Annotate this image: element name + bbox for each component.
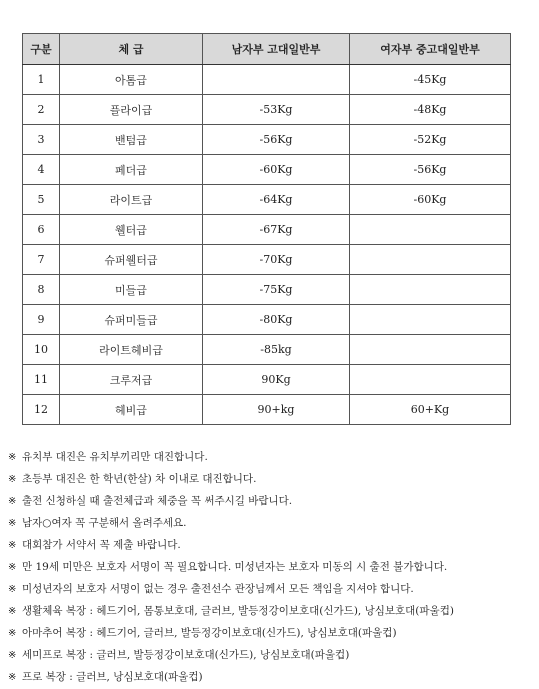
- note-item: [8, 468, 533, 490]
- header-female: 여자부 중고대일반부: [350, 34, 511, 65]
- row-class: 밴텀급: [60, 125, 203, 155]
- row-male: -60Kg: [203, 155, 350, 185]
- note-item: [8, 446, 533, 468]
- row-male: -67Kg: [203, 215, 350, 245]
- row-female: 60+Kg: [350, 395, 511, 425]
- row-number: 8: [23, 275, 60, 305]
- table-row: [23, 275, 511, 305]
- row-number: 2: [23, 95, 60, 125]
- row-male: -64Kg: [203, 185, 350, 215]
- table-row: [23, 185, 511, 215]
- header-male: 남자부 고대일반부: [203, 34, 350, 65]
- row-class: 웰터급: [60, 215, 203, 245]
- note-marker: ※: [8, 452, 17, 463]
- note-text: 초등부 대진은 한 학년(한살) 차 이내로 대진합니다.: [22, 473, 257, 485]
- row-class: 아톰급: [60, 65, 203, 95]
- note-text: 생활체육 복장 : 헤드기어, 몸통보호대, 글러브, 발등정강이보호대(신가드), 낭심보호대(파울컵): [22, 605, 454, 617]
- header-division: 구분: [23, 34, 60, 65]
- note-marker: ※: [8, 496, 17, 507]
- note-marker: ※: [8, 474, 17, 485]
- row-male: -75Kg: [203, 275, 350, 305]
- row-female: -52Kg: [350, 125, 511, 155]
- row-female: -60Kg: [350, 185, 511, 215]
- row-male: -56Kg: [203, 125, 350, 155]
- table-row: [23, 245, 511, 275]
- row-class: 헤비급: [60, 395, 203, 425]
- row-male: -53Kg: [203, 95, 350, 125]
- note-item: [8, 622, 533, 644]
- table-row: [23, 125, 511, 155]
- row-female: [350, 245, 511, 275]
- table-row: [23, 305, 511, 335]
- table-row: [23, 365, 511, 395]
- note-text: 세미프로 복장 : 글러브, 발등정강이보호대(신가드), 낭심보호대(파울컵): [22, 649, 350, 661]
- row-class: 플라이급: [60, 95, 203, 125]
- row-class: 크루저급: [60, 365, 203, 395]
- note-text: 만 19세 미만은 보호자 서명이 꼭 필요합니다. 미성년자는 보호자 미동의 시 출전 불가합니다.: [22, 561, 448, 573]
- row-male: -70Kg: [203, 245, 350, 275]
- row-class: 라이트급: [60, 185, 203, 215]
- note-text: 대회참가 서약서 꼭 제출 바랍니다.: [22, 539, 181, 551]
- note-marker: ※: [8, 650, 17, 661]
- weight-class-table: [22, 33, 511, 425]
- row-female: [350, 215, 511, 245]
- row-female: [350, 365, 511, 395]
- table-row: [23, 395, 511, 425]
- note-text: 출전 신청하실 때 출전체급과 체중을 꼭 써주시길 바랍니다.: [22, 495, 293, 507]
- note-text: 아마추어 복장 : 헤드기어, 글러브, 발등정강이보호대(신가드), 낭심보호대(파울컵): [22, 627, 397, 639]
- note-marker: ※: [8, 584, 17, 595]
- note-item: [8, 534, 533, 556]
- row-male: -80Kg: [203, 305, 350, 335]
- note-item: [8, 556, 533, 578]
- header-weight-class: 체 급: [60, 34, 203, 65]
- row-female: [350, 275, 511, 305]
- note-marker: ※: [8, 672, 17, 683]
- notes-list: [8, 446, 533, 688]
- row-class: 슈퍼웰터급: [60, 245, 203, 275]
- note-text: 유치부 대진은 유치부끼리만 대진합니다.: [22, 451, 208, 463]
- note-item: [8, 512, 533, 534]
- note-marker: ※: [8, 628, 17, 639]
- row-male: [203, 65, 350, 95]
- row-class: 라이트헤비급: [60, 335, 203, 365]
- row-number: 6: [23, 215, 60, 245]
- row-female: -45Kg: [350, 65, 511, 95]
- note-marker: ※: [8, 540, 17, 551]
- note-item: [8, 666, 533, 688]
- note-item: [8, 600, 533, 622]
- table-row: [23, 335, 511, 365]
- row-female: [350, 305, 511, 335]
- row-male: 90+kg: [203, 395, 350, 425]
- row-female: -48Kg: [350, 95, 511, 125]
- note-text: 프로 복장 : 글러브, 낭심보호대(파울컵): [22, 671, 203, 683]
- table-body: [23, 65, 511, 425]
- table-header-row: [23, 34, 511, 65]
- row-number: 4: [23, 155, 60, 185]
- row-class: 미들급: [60, 275, 203, 305]
- row-female: -56Kg: [350, 155, 511, 185]
- row-number: 11: [23, 365, 60, 395]
- note-text: 남자○여자 꼭 구분해서 올려주세요.: [22, 517, 187, 529]
- row-male: 90Kg: [203, 365, 350, 395]
- row-number: 1: [23, 65, 60, 95]
- row-number: 10: [23, 335, 60, 365]
- note-marker: ※: [8, 562, 17, 573]
- note-marker: ※: [8, 606, 17, 617]
- row-female: [350, 335, 511, 365]
- row-class: 페더급: [60, 155, 203, 185]
- row-number: 5: [23, 185, 60, 215]
- note-item: [8, 490, 533, 512]
- row-male: -85kg: [203, 335, 350, 365]
- row-number: 7: [23, 245, 60, 275]
- row-number: 3: [23, 125, 60, 155]
- table-row: [23, 65, 511, 95]
- table-row: [23, 155, 511, 185]
- row-class: 슈퍼미들급: [60, 305, 203, 335]
- table-row: [23, 215, 511, 245]
- note-text: 미성년자의 보호자 서명이 없는 경우 출전선수 관장님께서 모든 책임을 지셔야 합니다.: [22, 583, 414, 595]
- note-marker: ※: [8, 518, 17, 529]
- table-row: [23, 95, 511, 125]
- row-number: 9: [23, 305, 60, 335]
- note-item: [8, 578, 533, 600]
- row-number: 12: [23, 395, 60, 425]
- note-item: [8, 644, 533, 666]
